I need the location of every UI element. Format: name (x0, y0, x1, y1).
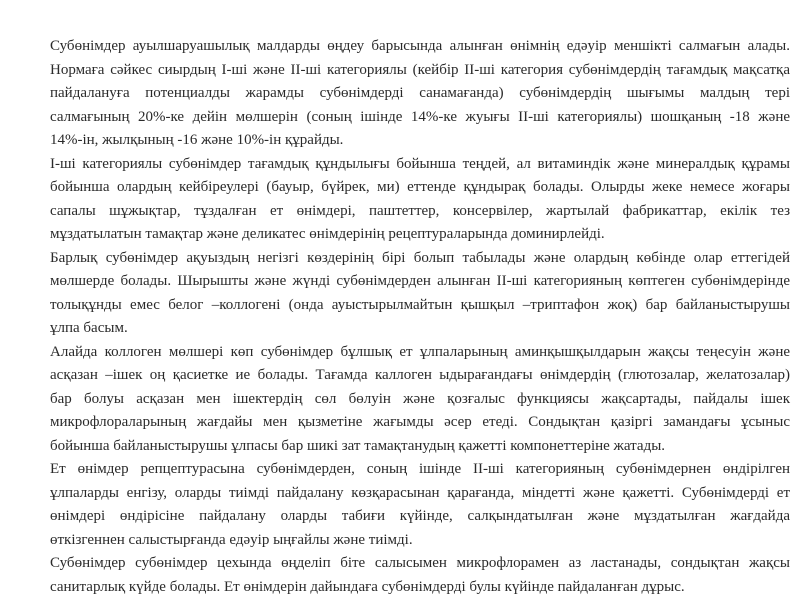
text-line: бар болуы асқазан мен ішектердің сөл бөлуін және қозғалыс функциясы жақсартады, пайдалы ішек (50, 390, 790, 407)
text-line: Барлық субөнімдер ақуыздың негізгі көздерінің бірі болып табылады және олардың көбінде олар еттегідей (50, 249, 790, 266)
text-line: І-ші категориялы субөнімдер тағамдық құндылығы бойынша теңдей, ал витаминдік және минералдық құрамы (50, 155, 790, 172)
text-line: Субөнімдер ауылшаруашылық малдарды өңдеу барысында алынған өнімнің едәуір меншікті салмағын алады. (50, 38, 790, 54)
paragraph (50, 552, 790, 599)
paragraph (50, 247, 790, 341)
text-line: салмағының 20%-ке дейін мөлшерін (соның ішінде 14%-ке жуығы ІІ-ші категориялы) шошқаның -18 және (50, 108, 790, 125)
document-body (50, 35, 790, 599)
text-line: сапалы шұжықтар, тұздалған ет өнімдері, паштеттер, консервілер, жартылай фабрикаттар, екілік тез (50, 202, 790, 219)
text-line: толықұнды емес белог –коллогені (онда ауыстырылмайтын қышқыл –триптафон жоқ) бар байланыстырушы (50, 296, 790, 313)
text-line: мұздатылатын тамақтар және деликатес өнімдерінің рецептураларында доминирлейді. (50, 226, 605, 242)
text-line: ұлпа басым. (50, 320, 128, 336)
text-line: 14%-ін, жылқының -16 және 10%-ін құрайды. (50, 132, 344, 148)
paragraph (50, 458, 790, 552)
text-line: ұлпаларды енгізу, оларды тиімді пайдалану көзқарасынан қарағанда, міндетті және қажетті. Субөнімдерді ет (50, 484, 790, 501)
text-line: мөлшерде болады. Шырышты және жүнді субөнімдерден алынған ІІ-ші категорияның көптеген субөнімдерінде (50, 273, 790, 289)
paragraph (50, 153, 790, 247)
text-line: бойынша байланыстырушы ұлпасы бар шикі зат тамақтанудың қажетті компонеттеріне жатады. (50, 437, 666, 454)
text-line: Нормаға сәйкес сиырдың І-ші және ІІ-ші категориялы (кейбір ІІ-ші категория субөнімдердің тағамдық мақсатқа (50, 61, 790, 78)
paragraph (50, 341, 790, 459)
text-line: асқазан –ішек оң қасиетке ие болады. Тағамда каллоген ыдырағандағы өнімдердің (глютозалар, желатозалар) (50, 367, 790, 383)
text-line: Субөнімдер субөнімдер цехында өңделіп біте салысымен микрофлорамен аз ластанады, сондықтан жақсы (50, 555, 790, 571)
text-line: өткізгеннен салыстырғанда едәуір ыңғайлы және тиімді. (50, 531, 413, 548)
text-line: микрофлораларының жағдайы мен қызметіне жағымды әсер етеді. Сондықтан қазіргі замандағы ұсыныс (50, 414, 790, 430)
text-line: Ет өнімдер репцептурасына субөнімдерден, соның ішінде ІІ-ші категорияның субөнімдернен өндірілген (50, 461, 790, 477)
text-line: санитарлық күйде болады. Ет өнімдерін дайындаға субөнімдерді булы күйінде пайдаланған дұрыс. (50, 578, 685, 595)
text-line: бойынша олардың кейбіреулері (бауыр, бүйрек, ми) еттенде құндырақ болады. Олырды жеке немесе жоғары (50, 179, 790, 195)
paragraph (50, 35, 790, 153)
text-line: Алайда коллоген мөлшері көп субөнімдер бұлшық ет ұлпаларының аминқышқылдарын жақсы теңесуін және (50, 343, 790, 360)
text-line: пайдалануға потенциалды жарамды субөнімдерді санамағанда) субөнімдердің шығымы малдың тері (50, 85, 790, 101)
text-line: өнімдері өндірісіне пайдалану оларды табиғи күйінде, салқындатылған және мұздатылған жағдайда (50, 508, 790, 524)
